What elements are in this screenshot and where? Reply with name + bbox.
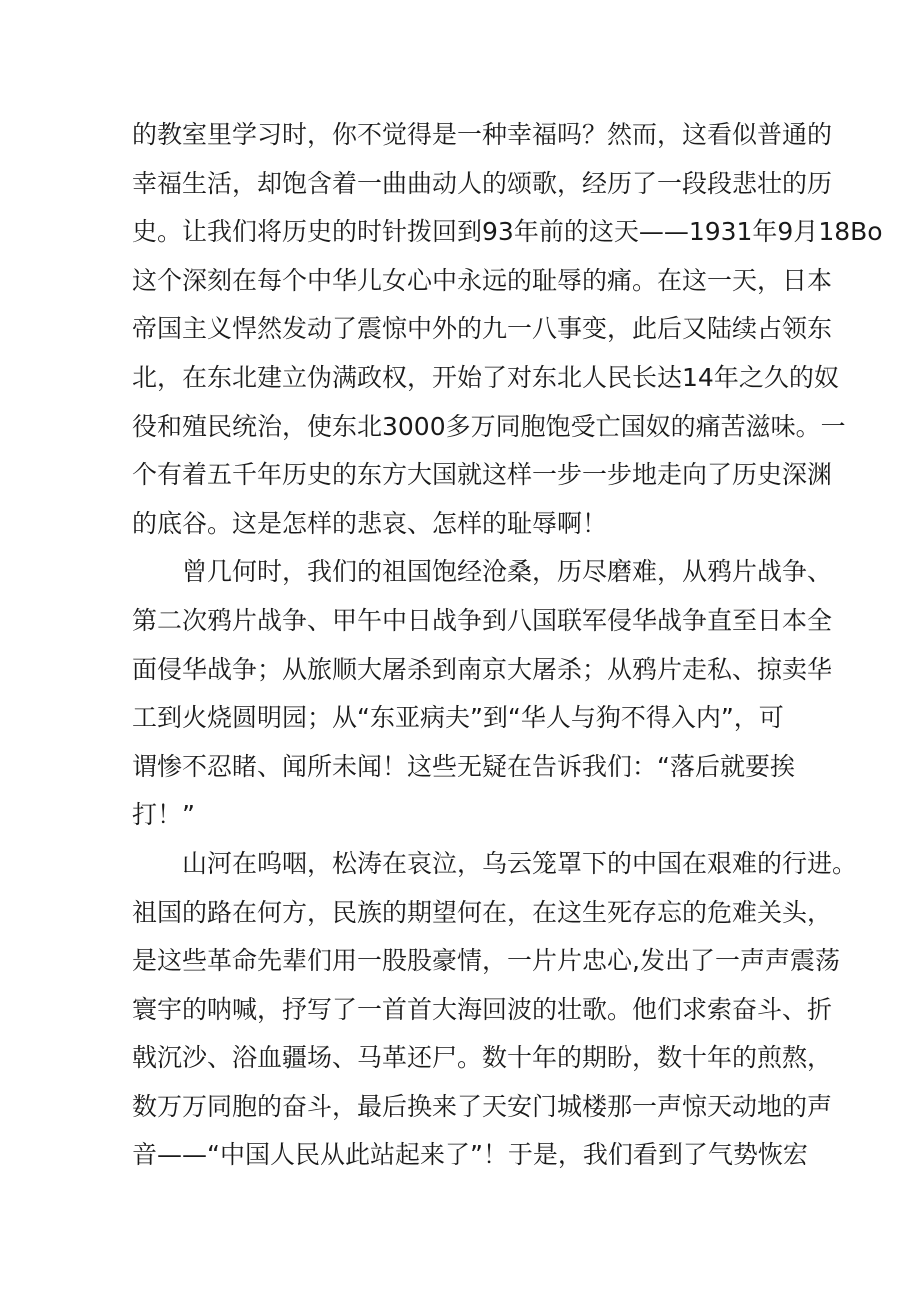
paragraph-2 <box>132 553 833 845</box>
text-line: 寰宇的呐喊，抒写了一首首大海回波的壮歌。他们求索奋斗、折 <box>132 994 833 1024</box>
text-line: 山河在呜咽，松涛在哀泣，乌云笼罩下的中国在艰难的行进。 <box>182 848 858 878</box>
text-line: 第二次鸦片战争、甲午中日战争到八国联军侵华战争直至日本全 <box>132 605 833 635</box>
text-line: 面侵华战争；从旅顺大屠杀到南京大屠杀；从鸦片走私、掠卖华 <box>132 654 833 684</box>
text-line: 音——“中国人民从此站起来了”！于是，我们看到了气势恢宏 <box>132 1140 808 1170</box>
text-line: 帝国主义悍然发动了震惊中外的九一八事变，此后又陆续占领东 <box>132 314 833 344</box>
paragraph-1 <box>132 116 883 553</box>
text-line: 数万万同胞的奋斗，最后换来了天安门城楼那一声惊天动地的声 <box>132 1091 833 1121</box>
text-line: 谓惨不忍睹、闻所未闻！这些无疑在告诉我们：“落后就要挨 <box>132 751 795 781</box>
text-line: 的底谷。这是怎样的悲哀、怎样的耻辱啊！ <box>132 508 608 538</box>
text-line: 役和殖民统治，使东北3000多万同胞饱受亡国奴的痛苦滋味。一 <box>132 411 846 441</box>
text-line: 打！” <box>132 800 195 830</box>
text-line: 戟沉沙、浴血疆场、马革还尸。数十年的期盼，数十年的煎熬， <box>132 1043 833 1073</box>
body-text <box>132 116 883 1185</box>
text-line: 个有着五千年历史的东方大国就这样一步一步地走向了历史深渊 <box>132 460 833 490</box>
paragraph-3 <box>132 845 858 1185</box>
text-line: 祖国的路在何方，民族的期望何在，在这生死存忘的危难关头， <box>132 897 833 927</box>
text-line: 工到火烧圆明园；从“东亚病夫”到“华人与狗不得入内”，可 <box>132 703 784 733</box>
text-line: 的教室里学习时，你不觉得是一种幸福吗？然而，这看似普通的 <box>132 120 833 149</box>
text-line: 北，在东北建立伪满政权，开始了对东北人民长达14年之久的奴 <box>132 362 839 392</box>
text-line: 曾几何时，我们的祖国饱经沧桑，历尽磨难，从鸦片战争、 <box>182 557 833 587</box>
text-line: 这个深刻在每个中华儿女心中永远的耻辱的痛。在这一天，日本 <box>132 265 833 295</box>
text-line: 史。让我们将历史的时针拨回到93年前的这天——1931年9月18Bo <box>132 217 883 247</box>
text-line: 幸福生活，却饱含着一曲曲动人的颂歌，经历了一段段悲壮的历 <box>132 168 833 198</box>
text-line: 是这些革命先辈们用一股股豪情，一片片忠心,发出了一声声震荡 <box>132 946 840 976</box>
